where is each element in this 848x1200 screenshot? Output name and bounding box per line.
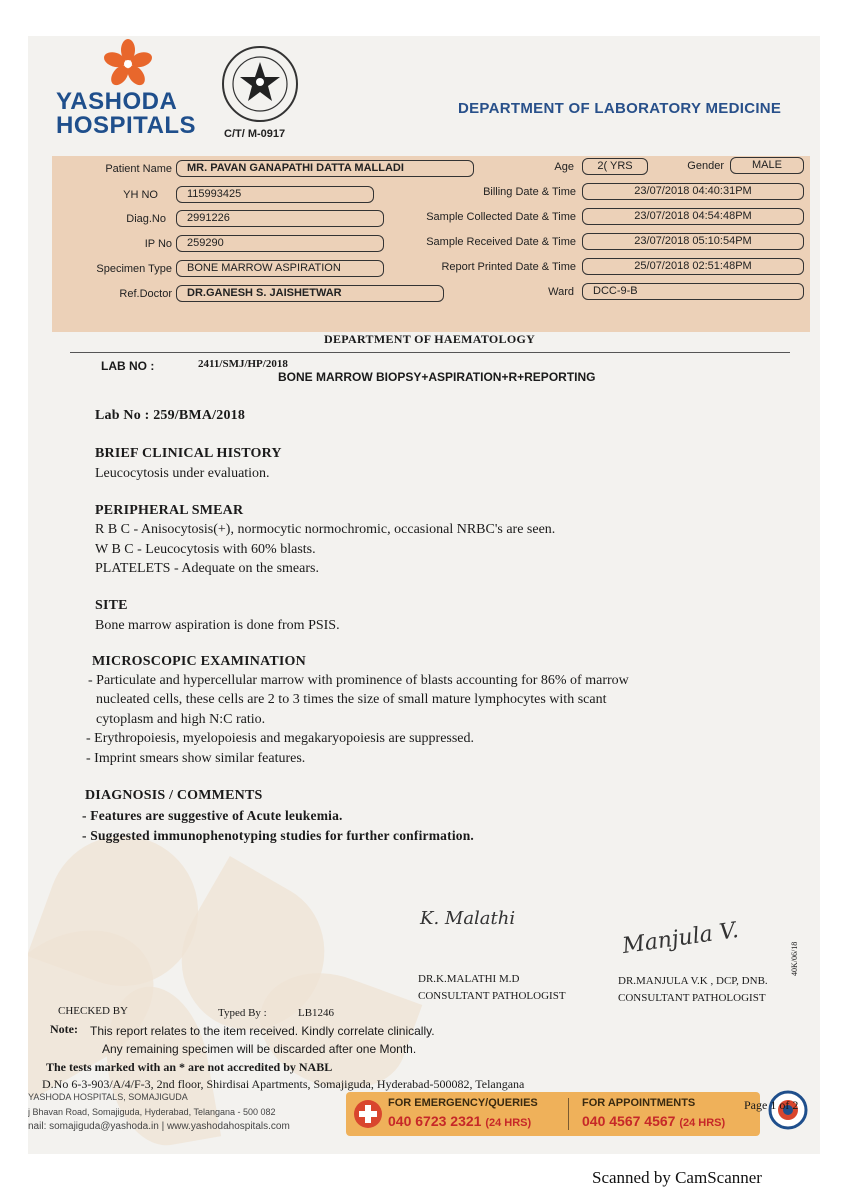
haematology-department-title: DEPARTMENT OF HAEMATOLOGY [324,332,536,346]
ward-label: Ward [548,286,574,298]
report-page [28,36,820,1154]
clinical-history-heading: BRIEF CLINICAL HISTORY [95,446,282,461]
emergency-hours: (24 HRS) [485,1117,532,1129]
patient-info-panel [52,156,810,332]
microscopic-line: cytoplasm and high N:C ratio. [96,712,266,727]
smear-wbc-text: W B C - Leucocytosis with 60% blasts. [95,542,316,557]
sample-received-label: Sample Received Date & Time [426,236,576,248]
diag-no-field: 2991226 [176,210,384,227]
typed-by-label: Typed By : [218,1007,267,1019]
diagnosis-line: - Features are suggestive of Acute leukemia. [82,808,343,823]
note-label: Note: [50,1022,78,1036]
microscopic-heading: MICROSCOPIC EXAMINATION [92,654,306,669]
microscopic-line: nucleated cells, these cells are 2 to 3 times the size of small mature lymphocytes with scant [96,692,607,707]
smear-rbc-text: R B C - Anisocytosis(+), normocytic normochromic, occasional NRBC's are seen. [95,522,556,537]
smear-platelets-text: PLATELETS - Adequate on the smears. [95,561,319,576]
report-printed-field: 25/07/2018 02:51:48PM [582,258,804,275]
ip-no-label: IP No [144,238,172,250]
scanner-watermark: Scanned by CamScanner [592,1168,762,1187]
site-heading: SITE [95,598,128,613]
microscopic-line: - Particulate and hypercellular marrow with prominence of blasts accounting for 86% of marrow [88,673,629,688]
logo-line-2: HOSPITALS [56,112,197,139]
appointments-hours: (24 HRS) [679,1117,726,1129]
site-text: Bone marrow aspiration is done from PSIS. [95,618,340,633]
specimen-type-label: Specimen Type [96,263,172,275]
contact-email: nail: somajiguda@yashoda.in | www.yashodahospitals.com [28,1121,290,1132]
patient-name-field: MR. PAVAN GANAPATHI DATTA MALLADI [176,160,474,177]
hospital-logo-text [56,90,196,138]
emergency-contact [388,1113,531,1129]
sample-received-field: 23/07/2018 05:10:54PM [582,233,804,250]
lab-no-line: Lab No : 259/BMA/2018 [95,408,246,423]
clinical-history-text: Leucocytosis under evaluation. [95,466,270,481]
ip-no-field: 259290 [176,235,384,252]
appointments-contact [582,1113,725,1129]
ref-doctor-field: DR.GANESH S. JAISHETWAR [176,285,444,302]
doctor1-title: CONSULTANT PATHOLOGIST [418,990,566,1002]
age-field: 2( YRS [582,158,648,175]
nabl-note: The tests marked with an * are not accredited by NABL [46,1060,333,1074]
diagnosis-heading: DIAGNOSIS / COMMENTS [85,788,263,803]
stamp-code: 40K/06/18 [790,941,799,976]
lab-no-label: LAB NO : [101,359,155,373]
diagnosis-line: - Suggested immunophenotyping studies for further confirmation. [82,828,474,843]
branch-address: j Bhavan Road, Somajiguda, Hyderabad, Telangana - 500 082 [28,1107,276,1117]
department-title: DEPARTMENT OF LABORATORY MEDICINE [458,100,782,117]
certificate-number: C/T/ M-0917 [224,128,286,140]
logo-line-1: YASHODA [56,88,178,115]
microscopic-line: - Imprint smears show similar features. [86,751,306,766]
patient-name-label: Patient Name [105,163,172,175]
doctor1-name: DR.K.MALATHI M.D [418,973,520,985]
report-printed-label: Report Printed Date & Time [441,261,576,273]
peripheral-smear-heading: PERIPHERAL SMEAR [95,503,244,518]
sample-collected-label: Sample Collected Date & Time [426,211,576,223]
ward-field: DCC-9-B [582,283,804,300]
billing-date-label: Billing Date & Time [483,186,576,198]
ref-doctor-label: Ref.Doctor [119,288,172,300]
emergency-number: 040 6723 2321 [388,1113,482,1129]
contact-banner [346,1092,760,1136]
branch-name: YASHODA HOSPITALS, SOMAJIGUDA [28,1092,188,1102]
test-name: BONE MARROW BIOPSY+ASPIRATION+R+REPORTING [278,370,596,384]
appointments-label: FOR APPOINTMENTS [582,1097,696,1109]
page-number: Page 1 of 2 [744,1098,799,1112]
section-divider [70,352,790,353]
accreditation-seal-icon [220,44,300,124]
diag-no-label: Diag.No [126,213,166,225]
billing-date-field: 23/07/2018 04:40:31PM [582,183,804,200]
note-line: Any remaining specimen will be discarded after one Month. [102,1042,417,1056]
yh-no-field: 115993425 [176,186,374,203]
typed-by-value: LB1246 [298,1007,335,1019]
specimen-type-field: BONE MARROW ASPIRATION [176,260,384,277]
doctor2-title: CONSULTANT PATHOLOGIST [618,992,766,1004]
microscopic-line: - Erythropoiesis, myelopoiesis and megakaryopoiesis are suppressed. [86,731,475,746]
checked-by-label: CHECKED BY [58,1005,128,1017]
contact-divider [568,1098,569,1130]
doctor2-name: DR.MANJULA V.K , DCP, DNB. [618,975,768,987]
emergency-plus-icon [352,1098,384,1130]
note-line: This report relates to the item received. Kindly correlate clinically. [90,1024,435,1038]
lab-no-value: 2411/SMJ/HP/2018 [198,358,288,370]
age-label: Age [554,161,574,173]
yashoda-flower-logo-icon [98,38,158,92]
appointments-number: 040 4567 4567 [582,1113,676,1129]
gender-label: Gender [687,160,724,172]
sample-collected-field: 23/07/2018 04:54:48PM [582,208,804,225]
emergency-label: FOR EMERGENCY/QUERIES [388,1097,538,1109]
yh-no-label: YH NO [123,189,158,201]
gender-field: MALE [730,157,804,174]
malathi-signature: K. Malathi [420,908,516,929]
manjula-signature: Manjula V. [620,917,741,960]
hospital-address: D.No 6-3-903/A/4/F-3, 2nd floor, Shirdisai Apartments, Somajiguda, Hyderabad-500082, Telangana [42,1077,525,1091]
